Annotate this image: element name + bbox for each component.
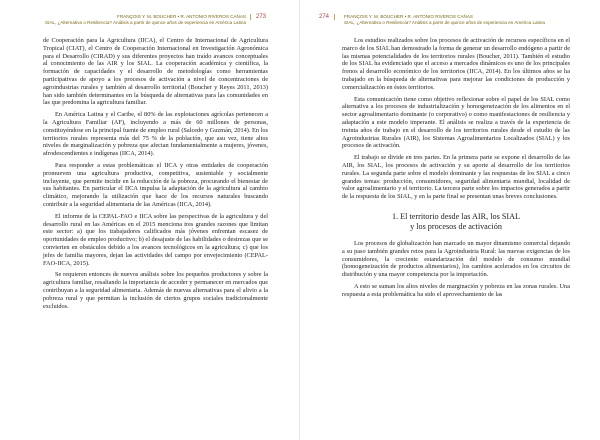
paragraph: El trabajo se divide en tres partes. En la primera parte se expone el desarrollo de las AIR, los SIAL, los procesos de activación y su aporte al desarrollo de los territorios rurales. La segunda parte sobre el modelo dominante y las respuestas de los SIAL a cinco grandes temas: producción, consumidores, seguridad alimentaria mundial, localidad de valor agroalimentario y el territorio. La tercera parte sobre los impactos generados a partir de la respuesta de los SIAL, y en la parte final se presentan unas breves conclusiones. <box>342 154 570 201</box>
section-heading <box>342 212 570 232</box>
paragraph: A esto se suman los altos niveles de marginación y pobreza en las zonas rurales. Una respuesta a esta problemática ha sido el aprovechamiento de las <box>342 282 570 298</box>
section-heading-line2: y los procesos de activación <box>410 221 502 231</box>
paragraph: El informe de la CEPAL-FAO e IICA sobre las perspectivas de la agricultura y del desarrollo rural en las Américas en el 2015 menciona tres grandes razones que limitan este sector: a) que los trabajadores calificados más jóvenes enfrentan escasez de oportunidades de empleo productivo; b) el desajuste de las habilidades o destrezas que se convierten en obstáculos debido a los avances tecnológicos en la agricultura; c) que los jefes de familia mayores, dejan las actividades del campo por envejecimiento (CEPAL-FAO-IICA, 2015). <box>43 212 268 267</box>
running-header <box>344 14 545 26</box>
paragraph: Se requieren entonces de nuevos análisis sobre los pequeños productores y sobre la agricultura familiar, resaltando la importancia de acceder y permanecer en mercados que contribuyan a la seguridad alimentaria. Además de nuevas alternativas para el alivio a la pobreza rural y que permitan la inclusión de ciertos grupos sociales tradicionalmente excluidos. <box>43 271 268 310</box>
page-number: 273 <box>250 14 271 20</box>
section-heading-line1: 1. El territorio desde las AIR, los SIAL <box>391 211 521 221</box>
paragraph: Los procesos de globalización han marcado un mayor dinamismo comercial dejando a su paso también grandes retos para la Agroindustria Rural: las nuevas exigencias de los consumidores, la creciente estandarización del modelo de consumo mundial (homogeneización de productos alimentarios), los cambios acelerados en los circuitos de distribución y una mayor competencia por la importación. <box>342 239 570 279</box>
header-authors: FRANÇOIS Y. M. BOUCHER • R. ANTONIO RIVEROS CAÑAS <box>344 14 473 19</box>
header-title: SIAL, ¿Alternativa o Resiliencia? Análisis a partir de quince años de experiencia en América Latina <box>45 20 246 25</box>
paragraph: Para responder a estas problemáticas el IICA y otras entidades de cooperación promueven una agricultura productiva, competitiva, sustentable y socialmente incluyente, que permite incidir en la reducción de la pobreza, procurando el bienestar de sus habitantes. En particular el IICA impulsa la adaptación de la agricultura al cambio climático, mejorando la utilización que hace de los recursos naturales buscando contribuir a la seguridad alimentaria de las Américas (IICA, 2014). <box>43 161 268 208</box>
page-number: 274 <box>314 14 335 20</box>
header-authors: FRANÇOIS Y. M. BOUCHER • R. ANTONIO RIVEROS CAÑAS <box>117 14 246 19</box>
running-header <box>45 14 246 26</box>
paragraph: de Cooperación para la Agricultura (IICA), el Centro de Internacional de Agricultura Tropical (CIAT), el Centro de Cooperación Internacional en Investigación Agronómica para el Desarrollo (CIRAD) y sus diferentes proyectos han traído avances conceptuales al conocimiento de las AIR y los SIAL. La cooperación académica y científica, la formación de capacidades y el desarrollo de metodologías como herramientas participativas de apoyo a los procesos de activación a nivel de concentraciones de agroindustrias rurales y también al desarrollo territorial (Boucher y Reyes 2011, 2013) han sido también determinantes en la búsqueda de alternativas para las comunidades en las que predomina la agricultura familiar. <box>43 37 268 107</box>
page-body <box>43 37 268 314</box>
right-page <box>300 0 600 440</box>
paragraph: Los estudios realizados sobre los procesos de activación de recursos específicos en el marco de los SIAL han demostrado la forma de generar un desarrollo endógeno a partir de las mismas potencialidades de los territorios rurales (Boucher, 2011). También el estudio de los SIAL ha evidenciado que el acceso a mercados dinámicos es uno de los principales frenos al desarrollo económico de los territorios (IICA, 2014). En los últimos años se ha trabajado en la búsqueda de alternativas para mejorar las condiciones de producción y comercialización en éstos territorios. <box>342 37 570 91</box>
page-body <box>342 37 570 303</box>
paragraph: Esta comunicación tiene como objetivo reflexionar sobre el papel de los SIAL como alternativa a los procesos de industrialización y homogeneización de los alimentos en el sector agroalimentario dominante (o corporativo) o como manifestaciones de resiliencia y adaptación a este modelo imperante. El análisis se realiza a través de la experiencia de treinta años de trabajo en el desarrollo de los territorios rurales desde el estudio de las Agroindustrias Rurales (AIR), los Sistemas Agroalimentarios Localizados (SIAL) y los procesos de activación. <box>342 95 570 150</box>
header-title: SIAL, ¿Alternativa o Resiliencia? Análisis a partir de quince años de experiencia en América Latina <box>344 20 545 25</box>
paragraph: En América Latina y el Caribe, el 80% de las explotaciones agrícolas pertenecen a la Agricultura Familiar (AF), incluyendo a más de 60 millones de personas, constituyéndose en la principal fuente de empleo rural (Salcedo y Guzmán, 2014). En los territorios rurales representa más del 75 % de la población, que asu vez, tiene altos niveles de marginalización y pobreza que afectan fundamentalmente a mujeres, jóvenes, afrodescendientes e indígenas (IICA, 2014). <box>43 111 268 158</box>
